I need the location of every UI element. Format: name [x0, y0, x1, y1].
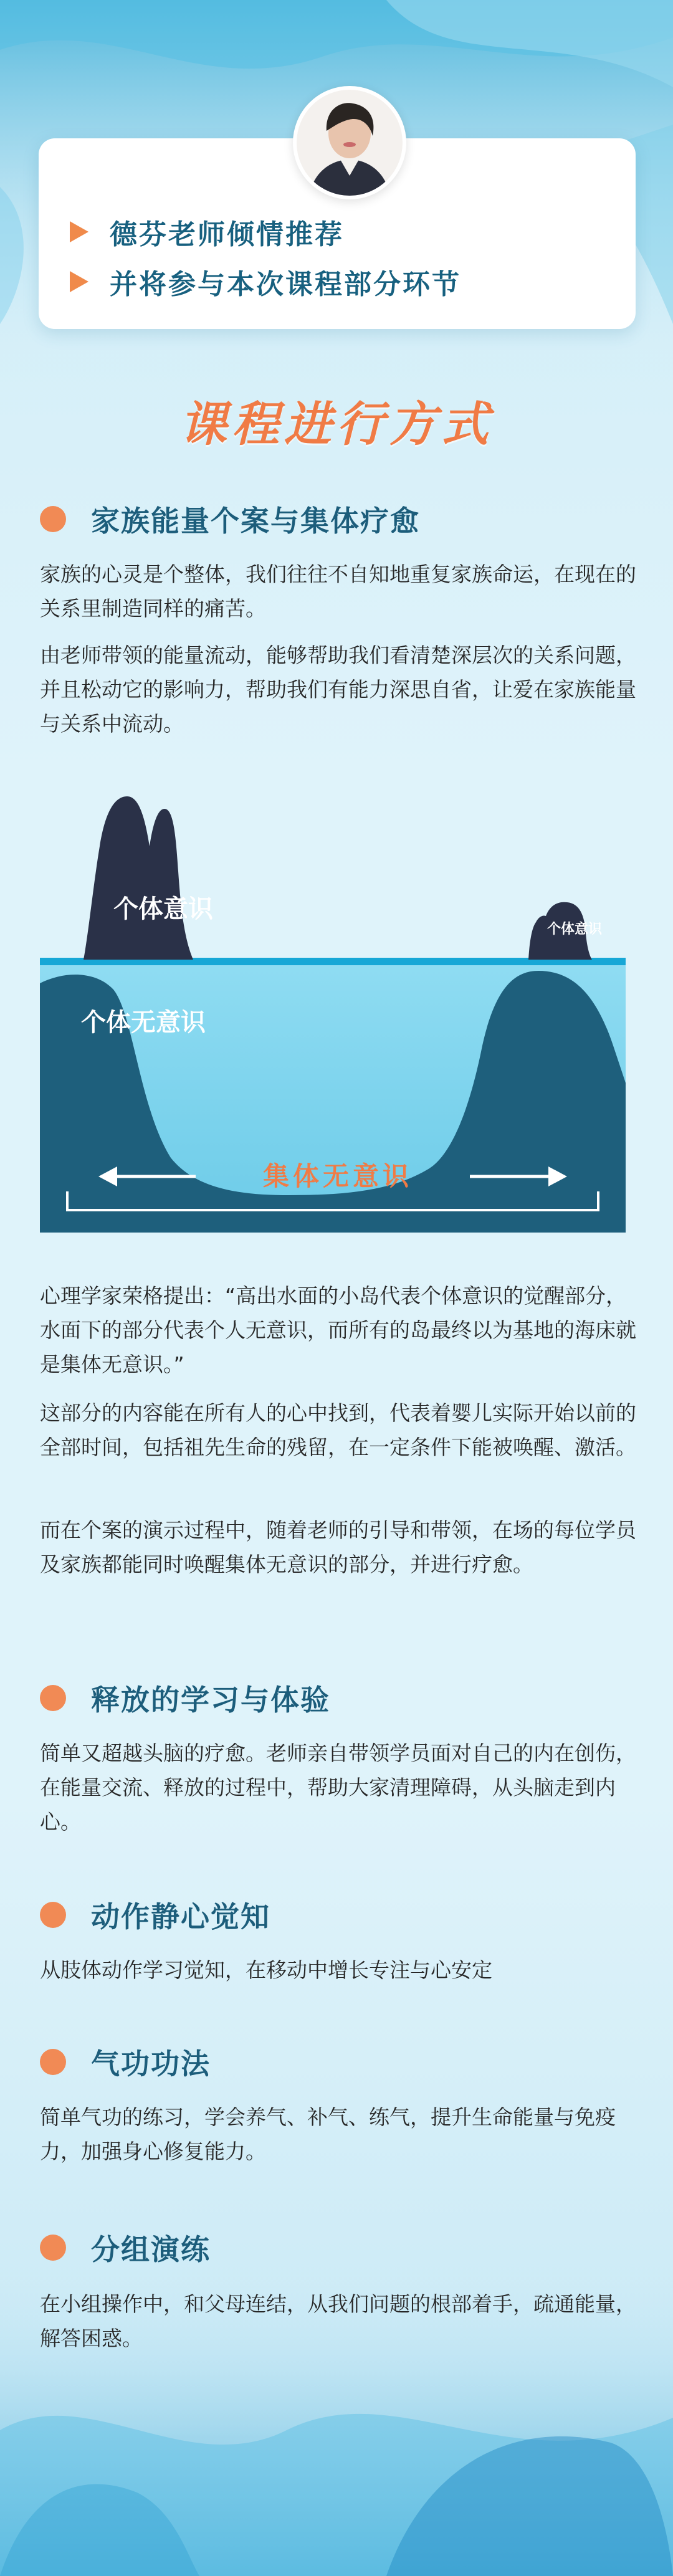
portrait-icon	[297, 90, 403, 196]
left-mountain-shape	[84, 796, 193, 960]
collective-unconscious-label: 集体无意识	[262, 1161, 413, 1191]
bullet-dot-icon	[40, 1902, 66, 1928]
sub-title-group-practice: 分组演练	[40, 2227, 211, 2268]
intro-line-text: 并将参与本次课程部分环节	[110, 269, 461, 300]
intro-line-text: 德芬老师倾情推荐	[110, 219, 344, 250]
paragraph: 在小组操作中，和父母连结，从我们问题的根部着手，疏通能量，解答困惑。	[40, 2292, 636, 2350]
iceberg-diagram	[40, 784, 626, 1233]
paragraph: 简单气功的练习，学会养气、补气、练气，提升生命能量与免疫力，加强身心修复能力。	[40, 2105, 616, 2163]
sub-title-family-energy: 家族能量个案与集体疗愈	[40, 499, 420, 540]
sub-title-movement: 动作静心觉知	[40, 1894, 270, 1935]
paragraph: 心理学家荣格提出：“高出水面的小岛代表个体意识的觉醒部分，水面下的部分代表个人无意识，而所有的岛最终以为基地的海床就是集体无意识。”	[40, 1284, 636, 1376]
conscious-small-label: 个体意识	[547, 922, 603, 937]
bullet-dot-icon	[40, 2235, 66, 2261]
paragraph: 而在个案的演示过程中，随着老师的引导和带领，在场的每位学员及家族都能同时唤醒集体无意识的部分，并进行疗愈。	[40, 1518, 636, 1577]
paragraph: 简单又超越头脑的疗愈。老师亲自带领学员面对自己的内在创伤，在能量交流、释放的过程中，帮助大家清理障碍，从头脑走到内心。	[40, 1741, 636, 1834]
intro-line-1	[70, 212, 344, 252]
conscious-label: 个体意识	[113, 895, 213, 923]
section-heading: 课程进行方式	[179, 396, 494, 452]
paragraph: 由老师带领的能量流动，能够帮助我们看清楚深层次的关系问题，并且松动它的影响力，帮助我们有能力深思自省，让爱在家族能量与关系中流动。	[40, 643, 636, 736]
bullet-dot-icon	[40, 2049, 66, 2075]
intro-line-2	[70, 262, 461, 302]
triangle-bullet-icon	[70, 221, 88, 242]
unconscious-label: 个体无意识	[81, 1008, 206, 1037]
paragraph: 这部分的内容能在所有人的心中找到，代表着婴儿实际开始以前的全部时间，包括祖先生命的残留，在一定条件下能被唤醒、激活。	[40, 1401, 636, 1459]
paragraph: 从肢体动作学习觉知，在移动中增长专注与心安定	[40, 1958, 492, 1982]
bullet-dot-icon	[40, 506, 66, 532]
triangle-bullet-icon	[70, 271, 88, 292]
avatar	[293, 86, 406, 199]
bullet-dot-icon	[40, 1685, 66, 1711]
sub-title-qigong: 气功功法	[40, 2041, 211, 2082]
sub-title-release: 释放的学习与体验	[40, 1677, 330, 1719]
paragraph: 家族的心灵是个整体，我们往往不自知地重复家族命运，在现在的关系里制造同样的痛苦。	[40, 562, 636, 621]
